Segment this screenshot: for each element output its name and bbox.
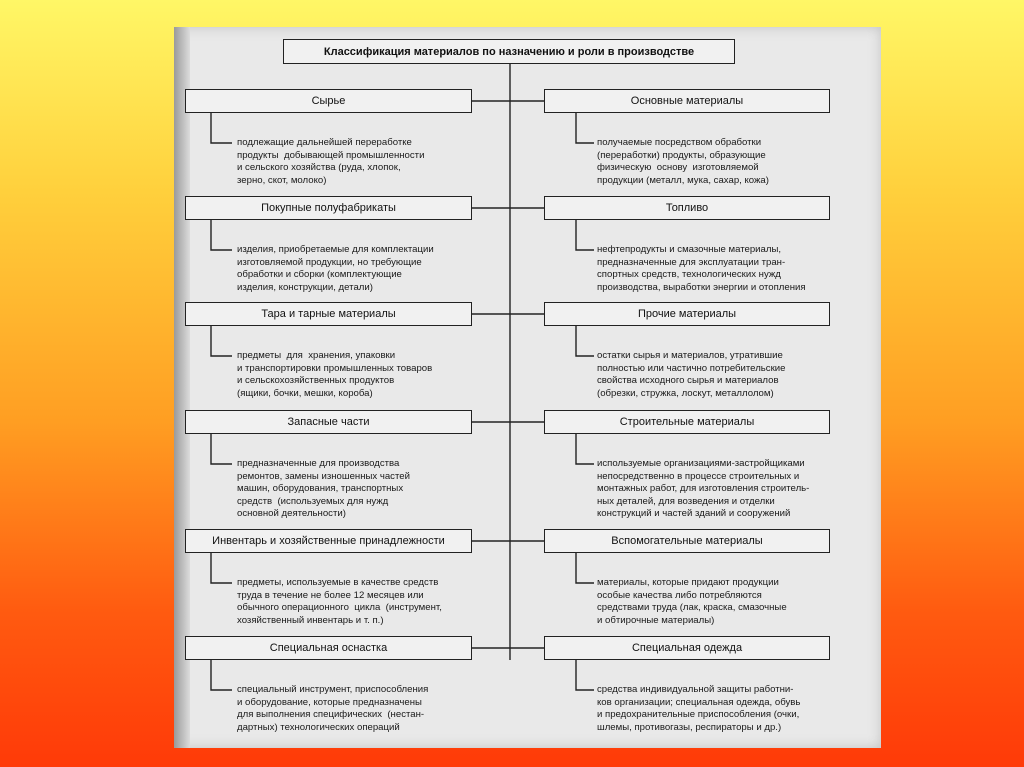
category-desc-other-materials: остатки сырья и материалов, утратившие полностью или частично потребительские свойства исходного сырья и материалов (обрезки, стружка, лоскут, металлолом) bbox=[597, 350, 786, 399]
category-desc-packaging: предметы для хранения, упаковки и транспортировки промышленных товаров и сельскохозяйственных продуктов (ящики, бочки, мешки, короба) bbox=[237, 350, 433, 399]
diagram-title: Классификация материалов по назначению и роли в производстве bbox=[283, 39, 735, 64]
category-desc-semi-finished: изделия, приобретаемые для комплектации изготовляемой продукции, но требующие обработки и сборки (комплектующие изделия, конструкции, детали) bbox=[237, 244, 434, 293]
category-box-fuel: Топливо bbox=[544, 196, 830, 220]
category-box-building-materials: Строительные материалы bbox=[544, 410, 830, 434]
category-box-packaging: Тара и тарные материалы bbox=[185, 302, 472, 326]
category-desc-auxiliary-materials: материалы, которые придают продукции особые качества либо потребляются средствами труда (лак, краска, смазочные и обтирочные материалы) bbox=[597, 577, 787, 626]
category-box-raw: Сырье bbox=[185, 89, 472, 113]
category-box-inventory: Инвентарь и хозяйственные принадлежности bbox=[185, 529, 472, 553]
category-desc-inventory: предметы, используемые в качестве средств труда в течение не более 12 месяцев или обычного операционного цикла (инструмент, хозяйственный инвентарь и т. п.) bbox=[237, 577, 442, 626]
category-desc-building-materials: используемые организациями-застройщиками непосредственно в процессе строительных и монтажных работ, для изготовления строитель- ных деталей, для возведения и отделки конструкций и частей зданий и сооружений bbox=[597, 458, 810, 520]
category-box-spare-parts: Запасные части bbox=[185, 410, 472, 434]
category-box-special-tooling: Специальная оснастка bbox=[185, 636, 472, 660]
category-box-other-materials: Прочие материалы bbox=[544, 302, 830, 326]
category-desc-special-clothing: средства индивидуальной защиты работни- ков организации; специальная одежда, обувь и предохранительные приспособления (очки, шлемы, противогазы, респираторы и др.) bbox=[597, 684, 801, 733]
category-box-auxiliary-materials: Вспомогательные материалы bbox=[544, 529, 830, 553]
category-desc-main-materials: получаемые посредством обработки (переработки) продукты, образующие физическую основу изготовляемой продукции (металл, мука, сахар, кожа) bbox=[597, 137, 769, 186]
category-box-semi-finished: Покупные полуфабрикаты bbox=[185, 196, 472, 220]
category-desc-fuel: нефтепродукты и смазочные материалы, предназначенные для эксплуатации тран- спортных средств, технологических нужд производства, выработки энергии и отопления bbox=[597, 244, 806, 293]
category-box-main-materials: Основные материалы bbox=[544, 89, 830, 113]
category-desc-raw: подлежащие дальнейшей переработке продукты добывающей промышленности и сельского хозяйства (руда, хлопок, зерно, скот, молоко) bbox=[237, 137, 425, 186]
category-desc-special-tooling: специальный инструмент, приспособления и оборудование, которые предназначены для выполнения специфических (нестан- дартных) технологических операций bbox=[237, 684, 429, 733]
category-box-special-clothing: Специальная одежда bbox=[544, 636, 830, 660]
category-desc-spare-parts: предназначенные для производства ремонтов, замены изношенных частей машин, оборудования, транспортных средств (используемых для нужд основной деятельности) bbox=[237, 458, 410, 520]
